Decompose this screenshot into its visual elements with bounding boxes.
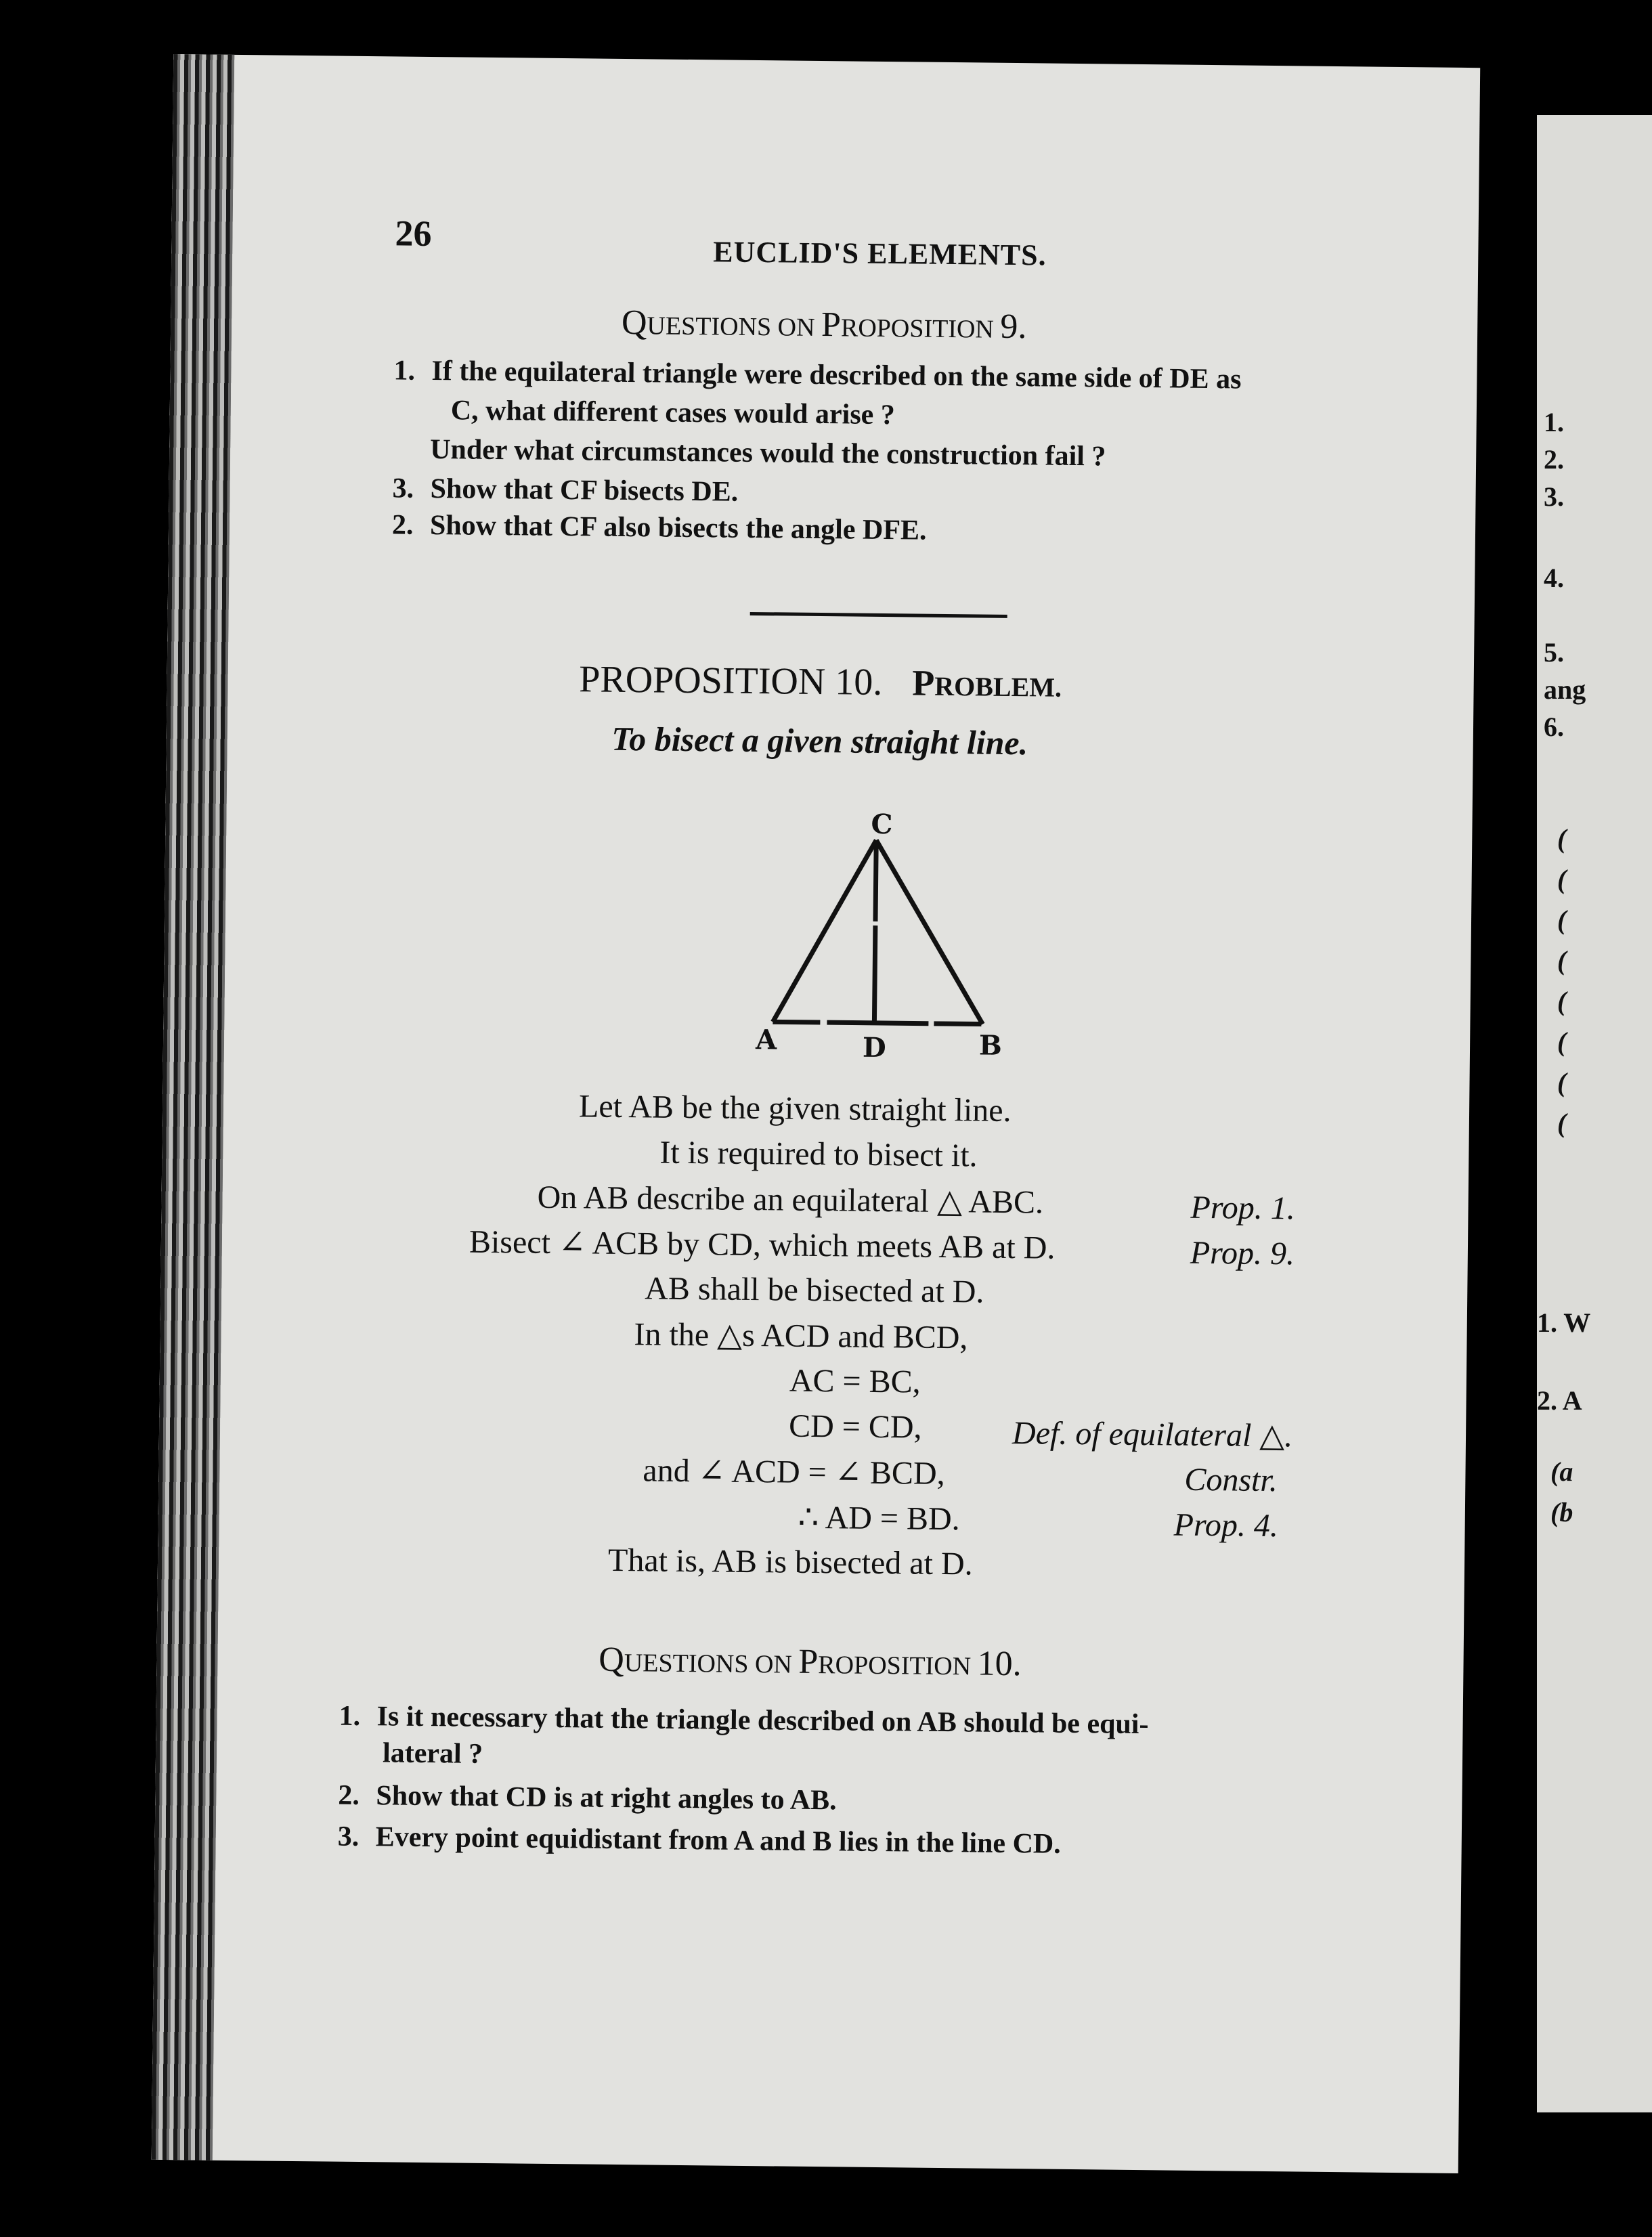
running-title: EUCLID'S ELEMENTS.	[713, 235, 1047, 272]
q9-item-3: 3. Show that CF bisects DE.	[392, 473, 739, 508]
q10-item-2: 2. Show that CD is at right angles to AB.	[338, 1779, 837, 1817]
rp-fragment-4: 4.	[1544, 563, 1564, 593]
proposition-statement: To bisect a given straight line.	[611, 719, 1028, 762]
rp-fragment-9: (	[1557, 864, 1567, 894]
proof-ref-4: Prop. 9.	[1190, 1234, 1295, 1272]
bisector-cd	[874, 840, 876, 1024]
label-a: A	[755, 1024, 777, 1056]
proof-line-5: AB shall be bisected at D.	[645, 1270, 984, 1310]
rp-fragment-2: 2.	[1544, 444, 1564, 475]
proof-line-6: In the △s ACD and BCD,	[634, 1316, 968, 1356]
q9-item-1-line-2: C, what different cases would arise ?	[450, 395, 896, 431]
proof-line-7: AC = BC,	[789, 1362, 921, 1400]
rp-fragment-15: (	[1557, 1108, 1567, 1138]
proof-ref-3: Prop. 1.	[1190, 1189, 1296, 1227]
proof-line-1: Let AB be the given straight line.	[578, 1088, 1012, 1129]
proof-line-10: ∴ AD = BD.	[798, 1499, 960, 1538]
proposition-title: PROPOSITION 10. PROBLEM.	[578, 658, 1062, 703]
triangle-figure	[691, 777, 1074, 1079]
q9-item-2: 2. Show that CF also bisects the angle DFE.	[391, 509, 927, 546]
book-page	[152, 54, 1480, 2173]
rp-fragment-1: 1.	[1544, 407, 1564, 437]
page-binding-edge	[152, 54, 235, 2160]
rp-fragment-3: 3.	[1544, 481, 1564, 512]
rp-fragment-16: 1. W	[1537, 1307, 1591, 1338]
rp-fragment-5: 5.	[1544, 637, 1564, 668]
rp-fragment-10: (	[1557, 905, 1567, 935]
proof-line-9: and ∠ ACD = ∠ BCD,	[643, 1452, 945, 1492]
rp-fragment-8: (	[1557, 823, 1567, 854]
q10-item-1: 1. Is it necessary that the triangle described on AB should be equi-	[339, 1700, 1149, 1741]
adjacent-page	[1537, 115, 1652, 2112]
rp-fragment-13: (	[1557, 1026, 1567, 1057]
q10-item-3: 3. Every point equidistant from A and B lies in the line CD.	[337, 1821, 1061, 1860]
section-divider	[750, 612, 1007, 618]
rp-fragment-6: ang	[1544, 674, 1586, 705]
side-ac	[773, 839, 876, 1023]
label-c: C	[871, 808, 893, 841]
q9-item-1: 1. If the equilateral triangle were described on the same side of DE as	[393, 355, 1242, 395]
rp-fragment-17: 2. A	[1537, 1385, 1582, 1416]
proof-line-4: Bisect ∠ ACB by CD, which meets AB at D.	[469, 1223, 1056, 1266]
label-d: D	[862, 1031, 886, 1064]
label-b: B	[978, 1029, 1003, 1062]
proof-line-8: CD = CD,	[788, 1408, 922, 1446]
questions-10-heading: QUESTIONS ON PROPOSITION 10.	[599, 1640, 1022, 1684]
side-bc	[874, 840, 984, 1024]
proof-line-2: It is required to bisect it.	[659, 1134, 978, 1174]
rp-fragment-14: (	[1557, 1067, 1567, 1098]
rp-fragment-19: (b	[1550, 1497, 1573, 1527]
rp-fragment-11: (	[1557, 945, 1567, 976]
proof-line-3: On AB describe an equilateral △ ABC.	[537, 1179, 1044, 1221]
q9-item-1-line-3: Under what circumstances would the construction fail ?	[430, 433, 1106, 473]
rp-fragment-12: (	[1557, 986, 1567, 1016]
rp-fragment-7: 6.	[1544, 712, 1564, 742]
questions-9-heading: QUESTIONS ON PROPOSITION 9.	[621, 303, 1027, 347]
page-number: 26	[395, 213, 432, 254]
proof-ref-8: Def. of equilateral △.	[1012, 1415, 1293, 1454]
q10-item-1-line-2: lateral ?	[382, 1737, 483, 1770]
proof-ref-9: Constr.	[1184, 1461, 1278, 1499]
rp-fragment-18: (a	[1550, 1456, 1573, 1487]
proof-ref-10: Prop. 4.	[1173, 1506, 1279, 1544]
proof-line-11: That is, AB is bisected at D.	[607, 1542, 973, 1582]
base-ab	[773, 1022, 982, 1024]
